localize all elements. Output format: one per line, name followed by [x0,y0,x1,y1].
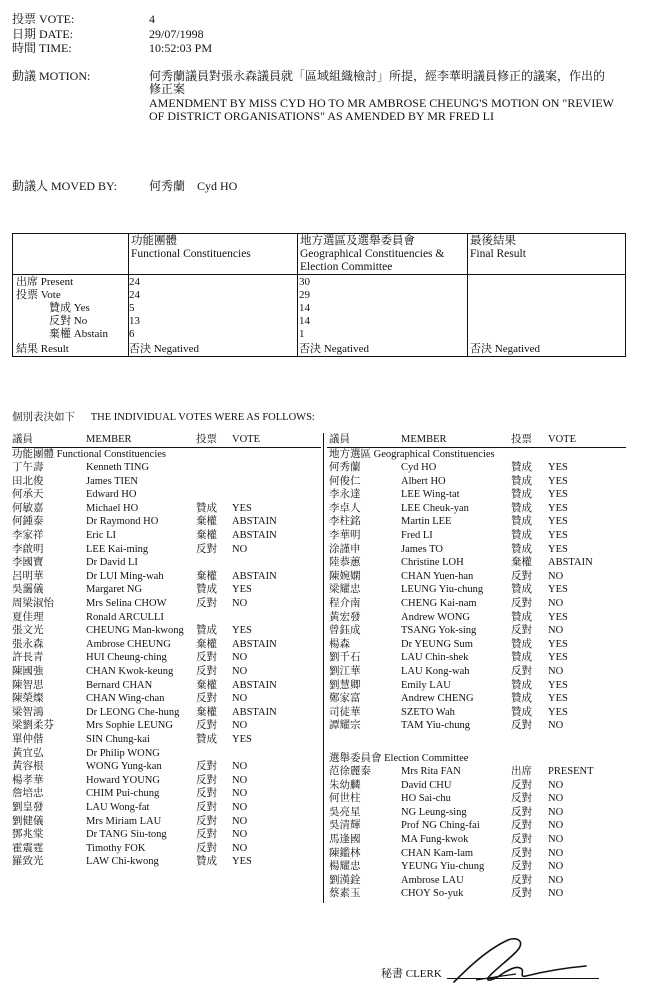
vote-zh: 贊成 [511,475,532,487]
member-name: Howard YOUNG [86,774,160,786]
vote-zh: 贊成 [196,734,217,745]
vote-zh: 出席 [511,766,532,777]
vote: ABSTAIN [232,516,277,528]
member-name-zh: 何敏嘉 [12,502,44,514]
vote-zh: 反對 [196,842,217,854]
member-name: LAW Chi-kwong [86,856,159,868]
vote-zh: 反對 [196,761,217,773]
functional-result: 否決 Negatived [129,343,199,355]
vote: ABSTAIN [548,557,593,569]
member-name: Cyd HO [401,462,437,473]
vote-value: 4 [149,12,155,26]
member-name-zh: 單仲偕 [12,734,44,745]
member-name-zh: 楊森 [329,638,350,650]
member-name: Fred LI [401,530,433,541]
member-name-zh: 陳婉嫻 [329,570,361,582]
member-name: Andrew WONG [401,611,470,623]
member-name-zh: 何鍾泰 [12,516,44,528]
vote-zh: 反對 [511,625,532,637]
member-name-zh: 梁劉柔芬 [12,720,54,732]
vote: YES [232,584,252,596]
member-name-zh: 鄭家富 [329,693,361,705]
vote-zh: 反對 [196,788,217,800]
right-header-zh-member: 議員 [329,434,350,445]
votes-intro: 個別表決如下 THE INDIVIDUAL VOTES WERE AS FOLLOWS: [12,412,315,423]
geographical-abstain: 1 [299,328,305,340]
vote: YES [548,693,568,705]
member-name: Dr Raymond HO [86,516,159,528]
member-name-zh: 劉慧卿 [329,679,361,691]
vote-zh: 贊成 [511,693,532,705]
member-name: Timothy FOK [86,842,146,854]
motion-zh-line1: 何秀蘭議員對張永森議員就「區域組織檢討」所提，經李華明議員修正的議案，作出的 [149,69,606,83]
member-name: NG Leung-sing [401,806,467,818]
vote: NO [232,720,248,732]
vote: NO [548,834,564,845]
functional-vote: 24 [129,289,140,301]
vote: NO [232,842,248,854]
moved-by-value: 何秀蘭 Cyd HO [149,179,238,193]
left-header-vote: VOTE [232,434,260,445]
vote-zh: 反對 [196,652,217,664]
member-name-zh: 夏佳理 [12,611,44,623]
vote-zh: 贊成 [196,856,217,868]
member-name: James TIEN [86,475,139,487]
time-label: 時間 TIME: [12,41,72,55]
member-name: Dr LUI Ming-wah [86,570,164,582]
vote-zh: 反對 [196,693,217,705]
motion-en-line2: OF DISTRICT ORGANISATIONS" AS AMENDED BY MR FRED LI [149,109,494,123]
vote: NO [232,815,248,827]
vote: NO [548,861,564,873]
member-name: Eric LI [86,530,117,541]
member-name: Dr David LI [86,557,138,569]
member-name: Edward HO [86,489,137,501]
member-name: Mrs Sophie LEUNG [86,720,173,732]
member-name: CHENG Kai-nam [401,598,477,609]
vote: YES [548,706,568,718]
vote-zh: 贊成 [511,489,532,501]
vote: ABSTAIN [232,638,277,650]
vote: NO [232,788,248,800]
member-name: LEE Cheuk-yan [401,502,469,514]
vote: NO [548,793,564,805]
member-name: Emily LAU [401,679,451,691]
member-name-zh: 張永森 [12,638,44,650]
vote-zh: 贊成 [511,652,532,664]
member-name-zh: 李柱銘 [329,516,361,528]
geographical-header-zh: 地方選區及選舉委員會 [300,235,415,247]
final-result: 否決 Negatived [470,343,540,355]
member-name: Bernard CHAN [86,679,153,691]
vote: YES [548,462,568,473]
member-name-zh: 黃宏發 [329,611,361,623]
row-label-present: 出席 Present [16,276,74,288]
election-section-title: 選舉委員會 Election Committee [329,753,469,764]
member-name: Margaret NG [86,584,143,596]
functional-no: 13 [129,315,140,327]
vote-zh: 反對 [511,793,532,805]
vote: NO [232,543,248,555]
member-name: CHAN Wing-chan [86,693,165,705]
vote-zh: 贊成 [511,462,532,473]
vote-zh: 贊成 [196,584,217,596]
right-header-zh-vote: 投票 [511,434,532,445]
member-name-zh: 馬逢國 [329,834,361,845]
functional-present: 24 [129,276,140,288]
member-name-zh: 陳鑑林 [329,847,361,859]
vote: ABSTAIN [232,679,277,691]
row-label-yes: 贊成 Yes [49,302,90,314]
vote: YES [548,679,568,691]
right-header-vote: VOTE [548,434,576,445]
vote: NO [232,829,248,841]
vote-zh: 贊成 [196,625,217,637]
member-name-zh: 吳亮星 [329,806,361,818]
motion-en-line1: AMENDMENT BY MISS CYD HO TO MR AMBROSE CHEUNG'S MOTION ON "REVIEW [149,96,614,110]
member-name: Dr YEUNG Sum [401,638,473,650]
vote: PRESENT [548,766,594,777]
vote: YES [548,475,568,487]
functional-section-title: 功能團體 Functional Constituencies [12,449,166,460]
member-name-zh: 范徐麗泰 [329,766,371,777]
member-name-zh: 詹培忠 [12,788,44,800]
member-name-zh: 黃容根 [12,761,44,773]
functional-abstain: 6 [129,328,135,340]
member-name-zh: 李永達 [329,489,361,501]
vote: YES [232,625,252,637]
vote-zh: 反對 [196,829,217,841]
vote-zh: 棄權 [196,530,217,541]
vote: YES [548,489,568,501]
member-name-zh: 曾鈺成 [329,625,361,637]
member-name-zh: 吳清輝 [329,820,361,832]
member-name: Andrew CHENG [401,693,474,705]
member-name: James TO [401,543,443,555]
member-name: David CHU [401,779,452,791]
geographical-section-title: 地方選區 Geographical Constituencies [329,449,495,460]
vote-zh: 反對 [196,802,217,813]
summary-table [12,233,626,357]
vote-zh: 棄權 [511,557,532,569]
vote-zh: 贊成 [511,706,532,718]
member-name: Ambrose CHEUNG [86,638,171,650]
geographical-yes: 14 [299,302,310,314]
vote-zh: 贊成 [511,584,532,596]
member-name-zh: 陳智思 [12,679,44,691]
clerk-signature [446,930,596,990]
date-value: 29/07/1998 [149,27,204,41]
vote: YES [548,584,568,596]
member-name: CHIM Pui-chung [86,788,160,800]
vote-zh: 反對 [196,774,217,786]
member-name-zh: 田北俊 [12,475,44,487]
functional-header-en: Functional Constituencies [131,248,251,260]
member-name: Mrs Rita FAN [401,766,461,777]
member-name-zh: 陸恭蕙 [329,557,361,569]
vote: YES [232,734,252,745]
member-name: LAU Wong-fat [86,802,150,813]
time-value: 10:52:03 PM [149,41,213,55]
column-divider [323,433,324,903]
row-label-abstain: 棄權 Abstain [49,328,108,340]
vote-zh: 反對 [511,874,532,886]
summary-col-line-3 [467,234,468,356]
member-name-zh: 吳靄儀 [12,584,44,596]
vote-zh: 贊成 [511,502,532,514]
member-name-zh: 丁午壽 [12,462,44,473]
vote-zh: 棄權 [196,706,217,718]
member-name-zh: 梁耀忠 [329,584,361,596]
member-name-zh: 羅致光 [12,856,44,868]
member-name-zh: 梁智鴻 [12,706,44,718]
left-header-member: MEMBER [86,434,132,445]
member-name: Prof NG Ching-fai [401,820,480,832]
member-name: Christine LOH [401,557,464,569]
vote: NO [548,625,564,637]
vote-zh: 反對 [511,598,532,609]
member-name: LEE Kai-ming [86,543,149,555]
vote-zh: 反對 [511,570,532,582]
vote: YES [232,856,252,868]
vote: NO [548,666,564,677]
vote-zh: 棄權 [196,570,217,582]
vote-zh: 反對 [511,888,532,900]
member-name: LEE Wing-tat [401,489,460,501]
vote-zh: 贊成 [511,679,532,691]
member-name-zh: 呂明華 [12,570,44,582]
vote: NO [232,802,248,813]
vote-zh: 反對 [196,598,217,609]
member-name-zh: 霍震霆 [12,842,44,854]
member-name-zh: 李家祥 [12,530,44,541]
clerk-label: 秘書 CLERK [381,968,442,980]
vote: NO [548,820,564,832]
member-name-zh: 何承天 [12,489,44,501]
vote-zh: 反對 [196,543,217,555]
functional-yes: 5 [129,302,135,314]
member-name-zh: 司徒華 [329,706,361,718]
member-name: CHEUNG Man-kwong [86,625,184,637]
vote: ABSTAIN [232,570,277,582]
member-name-zh: 劉江華 [329,666,361,677]
member-name-zh: 李國寶 [12,557,44,569]
vote: ABSTAIN [232,706,277,718]
member-name: TAM Yiu-chung [401,720,471,732]
vote-zh: 反對 [196,666,217,677]
left-header-zh-member: 議員 [12,434,33,445]
member-name: HUI Cheung-ching [86,652,167,664]
summary-divider [13,274,625,275]
vote: NO [548,779,564,791]
vote: YES [548,652,568,664]
member-name-zh: 楊耀忠 [329,861,361,873]
vote-zh: 贊成 [511,611,532,623]
member-name: SIN Chung-kai [86,734,150,745]
date-label: 日期 DATE: [12,27,73,41]
geographical-no: 14 [299,315,310,327]
member-name-zh: 李華明 [329,530,361,541]
member-name-zh: 程介南 [329,598,361,609]
functional-header-zh: 功能團體 [131,235,177,247]
member-name: LAU Kong-wah [401,666,470,677]
summary-col-line-2 [297,234,298,356]
member-name-zh: 譚耀宗 [329,720,361,732]
vote-zh: 反對 [196,720,217,732]
member-name-zh: 朱幼麟 [329,779,361,791]
vote-zh: 反對 [511,820,532,832]
member-name: Martin LEE [401,516,452,528]
member-name: CHOY So-yuk [401,888,464,900]
member-name-zh: 何世柱 [329,793,361,805]
vote: NO [232,693,248,705]
member-name: Mrs Selina CHOW [86,598,167,609]
vote: YES [548,530,568,541]
vote: ABSTAIN [232,530,277,541]
member-name: TSANG Yok-sing [401,625,477,637]
vote-zh: 反對 [511,847,532,859]
vote: NO [232,774,248,786]
member-name-zh: 劉健儀 [12,815,44,827]
row-label-vote: 投票 Vote [16,289,61,301]
member-name: Albert HO [401,475,446,487]
motion-label: 動議 MOTION: [12,69,91,83]
vote: NO [232,761,248,773]
member-name: MA Fung-kwok [401,834,469,845]
member-name-zh: 黃宜弘 [12,747,44,759]
vote: YES [232,502,252,514]
final-header-zh: 最後結果 [470,235,516,247]
geographical-present: 30 [299,276,310,288]
member-name-zh: 周梁淑怡 [12,598,54,609]
moved-by-label: 動議人 MOVED BY: [12,179,117,193]
vote-zh: 反對 [511,720,532,732]
geographical-result: 否決 Negatived [299,343,369,355]
member-name-zh: 何秀蘭 [329,462,361,473]
member-name: Dr Philip WONG [86,747,160,759]
member-name-zh: 陳榮燦 [12,693,44,705]
member-name: Dr LEONG Che-hung [86,706,180,718]
vote-zh: 反對 [511,861,532,873]
vote-label: 投票 VOTE: [12,12,75,26]
vote: NO [548,847,564,859]
member-name: CHAN Kwok-keung [86,666,174,677]
member-name: Ronald ARCULLI [86,611,164,623]
vote-zh: 反對 [511,666,532,677]
vote: NO [548,874,564,886]
vote-zh: 贊成 [511,530,532,541]
row-label-no: 反對 No [49,315,88,327]
member-name: Michael HO [86,502,139,514]
vote-zh: 贊成 [511,543,532,555]
vote-zh: 贊成 [196,502,217,514]
geographical-vote: 29 [299,289,310,301]
vote-zh: 棄權 [196,516,217,528]
geographical-header-en-1: Geographical Constituencies & [300,248,445,260]
geographical-header-en-2: Election Committee [300,261,393,273]
member-name-zh: 張文光 [12,625,44,637]
vote-zh: 贊成 [511,638,532,650]
member-name: LEUNG Yiu-chung [401,584,484,596]
vote: YES [548,502,568,514]
right-header-member: MEMBER [401,434,447,445]
member-name-zh: 李啟明 [12,543,44,555]
member-name-zh: 李卓人 [329,502,361,514]
vote: NO [232,652,248,664]
member-name-zh: 陳國強 [12,666,44,677]
member-name: SZETO Wah [401,706,455,718]
member-name: Kenneth TING [86,462,150,473]
vote: NO [548,570,564,582]
vote: NO [548,720,564,732]
member-name: Ambrose LAU [401,874,464,886]
member-name-zh: 鄧兆棠 [12,829,44,841]
vote: YES [548,611,568,623]
member-name-zh: 劉千石 [329,652,361,664]
member-name: LAU Chin-shek [401,652,469,664]
vote-zh: 贊成 [511,516,532,528]
member-name: CHAN Kam-lam [401,847,474,859]
vote: NO [548,806,564,818]
vote: NO [548,598,564,609]
member-name: Dr TANG Siu-tong [86,829,167,841]
vote-zh: 反對 [511,834,532,845]
left-header-zh-vote: 投票 [196,434,217,445]
member-name: HO Sai-chu [401,793,451,805]
vote: YES [548,516,568,528]
member-name-zh: 楊孝華 [12,774,44,786]
member-name-zh: 涂謹申 [329,543,361,555]
final-header-en: Final Result [470,248,526,260]
member-name: WONG Yung-kan [86,761,162,773]
vote-zh: 反對 [196,815,217,827]
member-name: CHAN Yuen-han [401,570,474,582]
vote: YES [548,638,568,650]
member-name-zh: 許長青 [12,652,44,664]
vote: NO [232,666,248,677]
vote-zh: 反對 [511,806,532,818]
vote: NO [232,598,248,609]
vote-zh: 反對 [511,779,532,791]
row-label-result: 結果 Result [16,343,69,355]
vote: NO [548,888,564,900]
motion-zh-line2: 修正案 [149,82,186,96]
member-name: YEUNG Yiu-chung [401,861,485,873]
member-name: Mrs Miriam LAU [86,815,162,827]
vote-zh: 棄權 [196,679,217,691]
member-name-zh: 蔡素玉 [329,888,361,900]
member-name-zh: 何俊仁 [329,475,361,487]
member-name-zh: 劉皇發 [12,802,44,813]
vote: YES [548,543,568,555]
member-name-zh: 劉漢銓 [329,874,361,886]
vote-zh: 棄權 [196,638,217,650]
